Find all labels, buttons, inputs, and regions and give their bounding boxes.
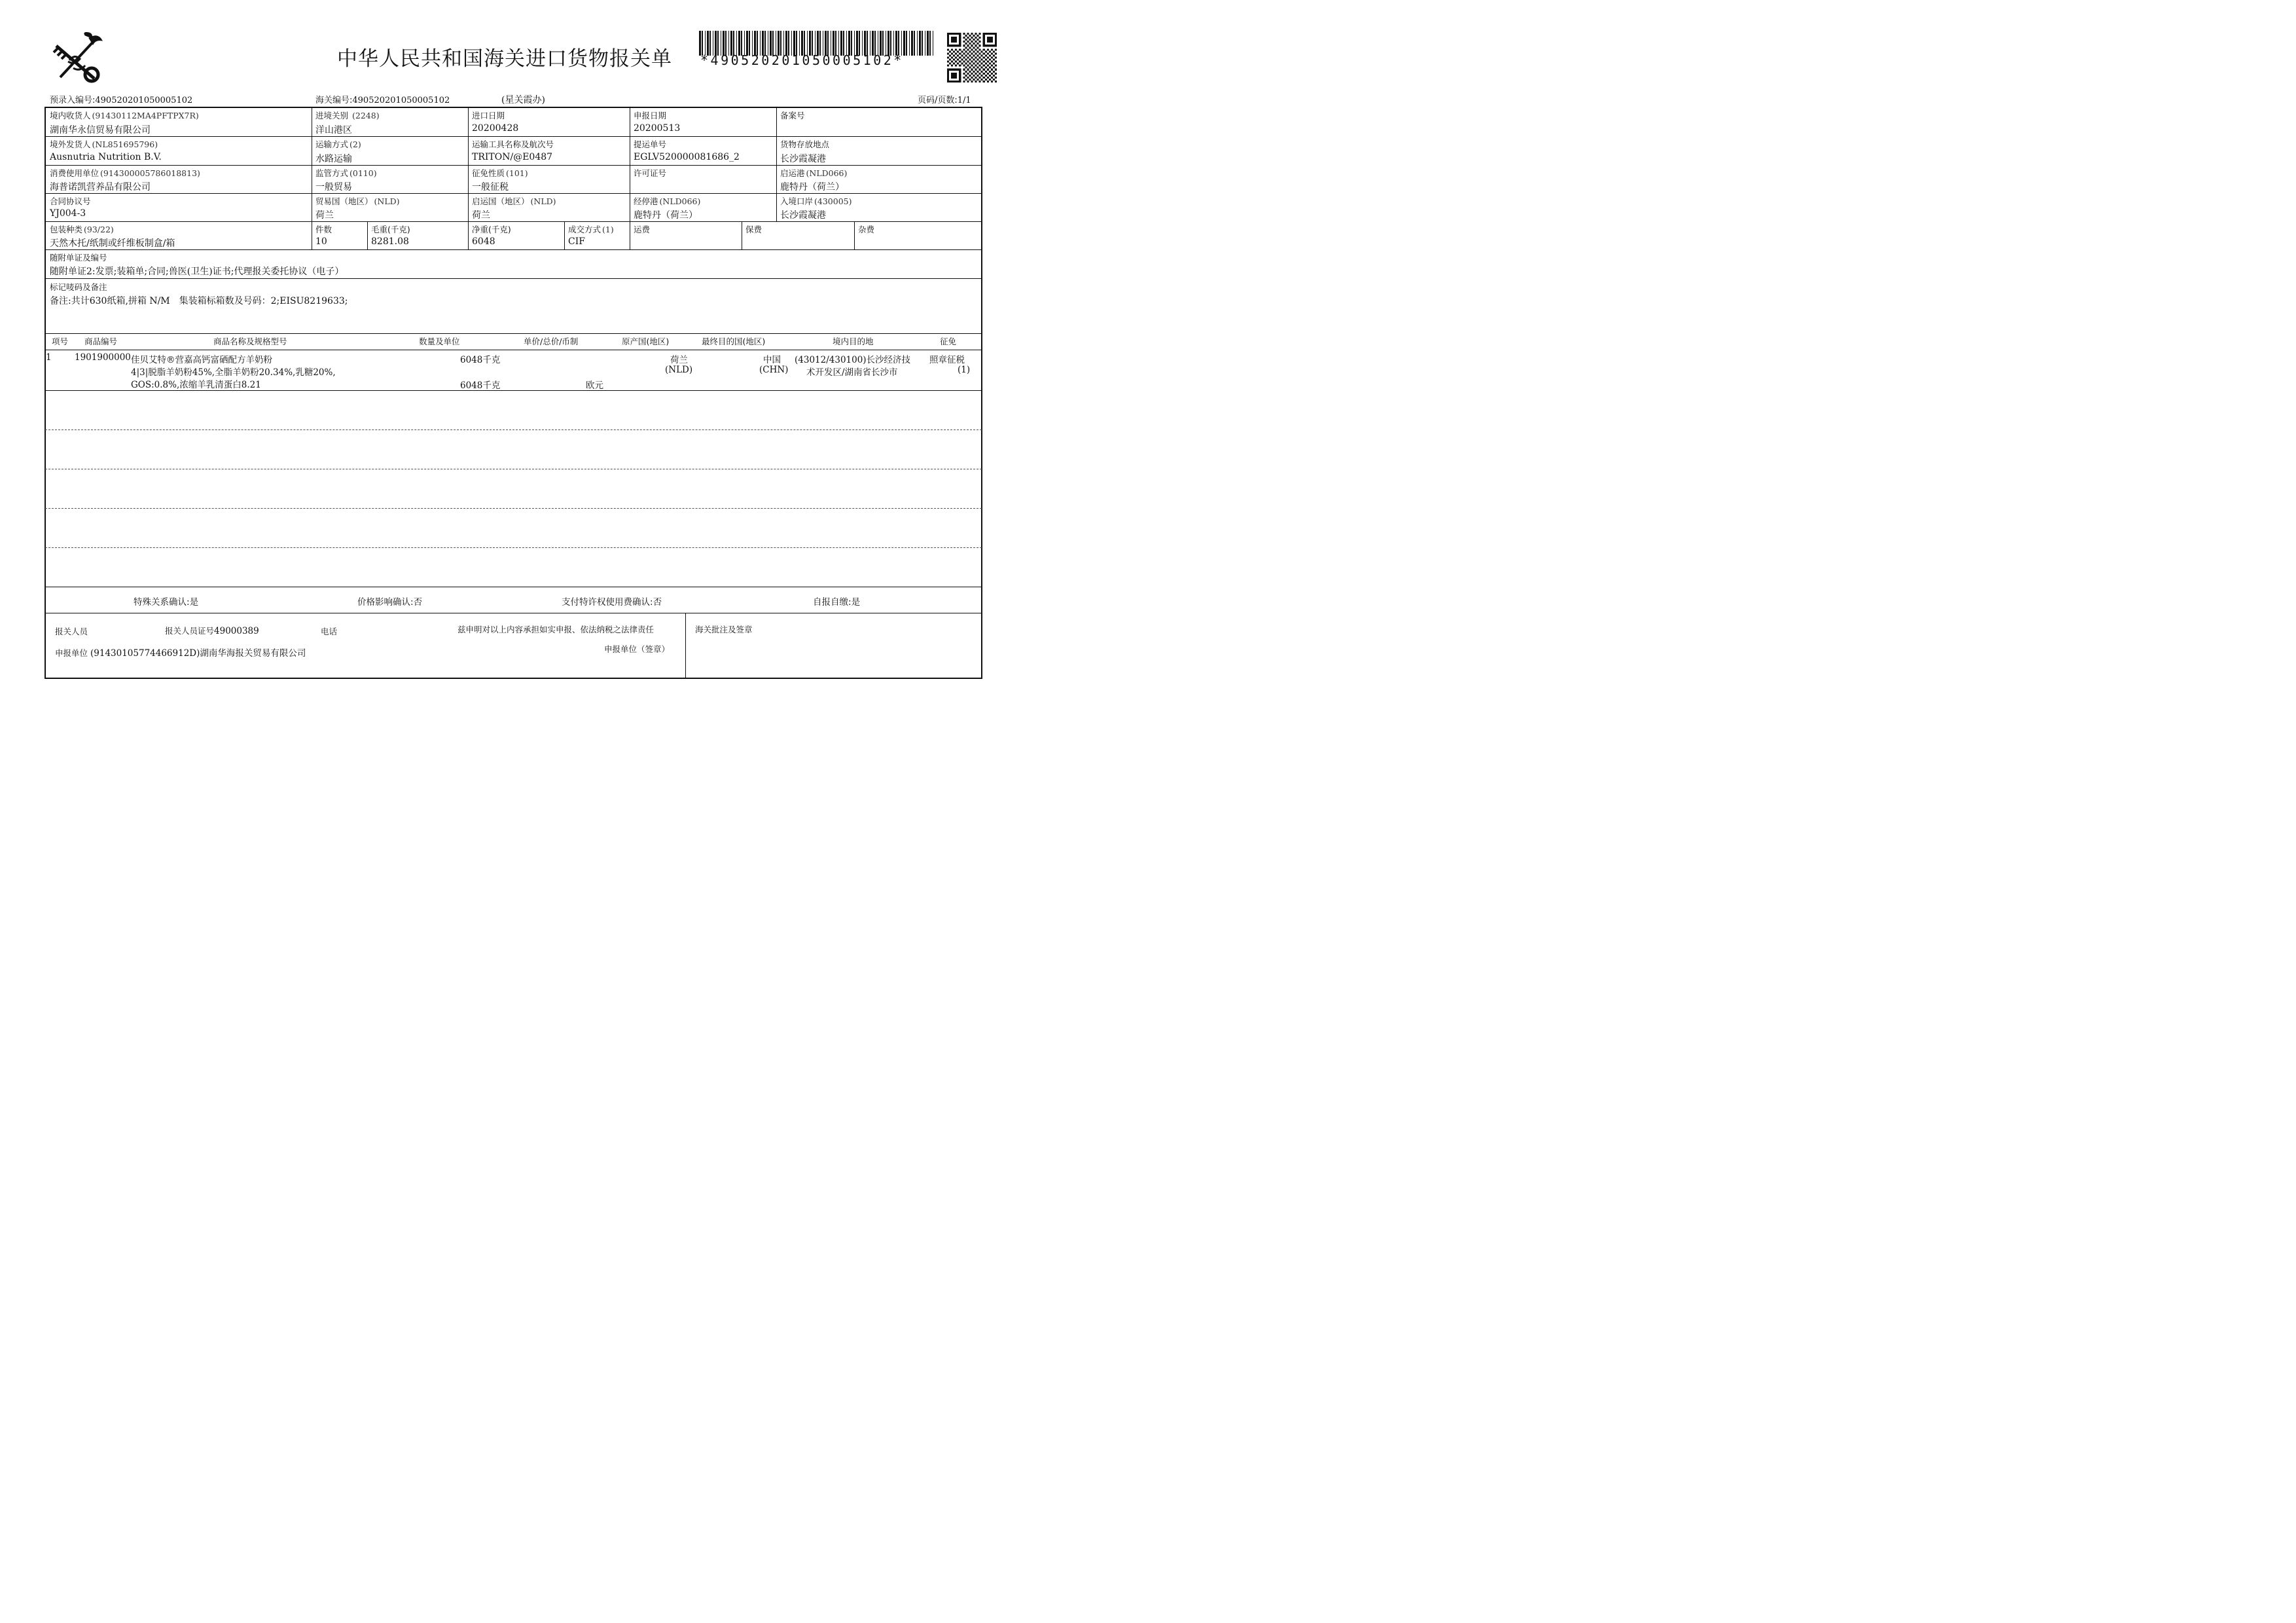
item-levy-1: 照章征税 xyxy=(929,355,965,365)
record-no-label: 备案号 xyxy=(780,111,805,120)
price-influence-confirm: 价格影响确认:否 xyxy=(357,597,423,608)
document-title: 中华人民共和国海关进口货物报关单 xyxy=(337,47,672,71)
col-product-name: 商品名称及规格型号 xyxy=(213,337,287,346)
declarant-cert-value: 49000389 xyxy=(214,626,259,636)
supervision-label: 监管方式 (0110) xyxy=(315,168,377,178)
misc-fee-label: 杂费 xyxy=(858,225,875,234)
import-port-label: 进境关别 (2248) xyxy=(315,111,380,120)
storage-label: 货物存放地点 xyxy=(780,139,830,149)
gross-weight-label: 毛重(千克) xyxy=(371,225,410,234)
deal-mode-value: CIF xyxy=(568,236,585,247)
consumer-value: 海普诺凯营养品有限公司 xyxy=(50,182,151,192)
departure-port-value: 鹿特丹（荷兰） xyxy=(780,182,844,192)
legal-statement: 兹申明对以上内容承担如实申报、依法纳税之法律责任 xyxy=(457,625,655,634)
item-currency: 欧元 xyxy=(586,380,603,391)
documents-value: 随附单证2:发票;装箱单;合同;兽医(卫生)证书;代理报关委托协议（电子） xyxy=(50,266,344,277)
levy-value: 一般征税 xyxy=(472,182,509,192)
declarant-cert: 报关人员证号49000389 xyxy=(165,626,259,636)
marks-label: 标记唛码及备注 xyxy=(50,282,107,292)
departure-port-label: 启运港 (NLD066) xyxy=(780,168,848,178)
customs-emblem-icon xyxy=(48,31,103,86)
storage-value: 长沙霞凝港 xyxy=(780,154,826,164)
customs-number: 海关编号:490520201050005102 xyxy=(315,96,450,105)
bill-no-value: EGLV520000081686_2 xyxy=(634,152,740,162)
transit-port-label: 经停港 (NLD066) xyxy=(634,196,701,206)
item-origin: 荷兰 xyxy=(670,355,688,365)
transport-mode-label: 运输方式 (2) xyxy=(315,139,361,149)
customs-office: (星关霞办) xyxy=(501,95,545,105)
freight-label: 运费 xyxy=(634,225,651,234)
item-hs-code: 1901900000 xyxy=(75,352,131,363)
vessel-label: 运输工具名称及航次号 xyxy=(472,139,554,149)
trade-country-value: 荷兰 xyxy=(315,210,334,221)
marks-value: 备注:共计630纸箱,拼箱 N/M 集装箱标箱数及号码：2;EISU8219633; xyxy=(50,296,348,306)
declare-date-label: 申报日期 xyxy=(634,111,667,120)
consumer-label: 消费使用单位 (914300005786018813) xyxy=(50,168,200,178)
col-quantity: 数量及单位 xyxy=(419,337,460,346)
import-date-value: 20200428 xyxy=(472,123,519,134)
package-label: 包装种类 (93/22) xyxy=(50,225,114,234)
item-levy-2: (1) xyxy=(958,365,971,375)
origin-country-label: 启运国（地区） (NLD) xyxy=(472,196,556,206)
item-dest-country: 中国 xyxy=(763,355,781,365)
barcode-text: *490520201050005102* xyxy=(700,52,904,68)
consignee-label: 境内收货人 (91430112MA4PFTPX7R) xyxy=(50,111,199,120)
item-spec-line-1: 4|3|脱脂羊奶粉45%,全脂羊奶粉20.34%,乳糖20%, xyxy=(131,367,336,378)
transport-mode-value: 水路运输 xyxy=(315,154,352,164)
item-dest-domestic-1: (43012/430100)长沙经济技 xyxy=(795,355,911,365)
col-dest-domestic: 境内目的地 xyxy=(833,337,874,346)
customs-sign-label: 海关批注及签章 xyxy=(695,625,753,634)
royalty-confirm: 支付特许权使用费确认:否 xyxy=(562,597,662,608)
deal-mode-label: 成交方式 (1) xyxy=(568,225,614,234)
consignor-value: Ausnutria Nutrition B.V. xyxy=(50,152,162,162)
phone-label: 电话 xyxy=(321,627,338,636)
vessel-value: TRITON/@E0487 xyxy=(472,152,553,162)
insurance-label: 保费 xyxy=(745,225,762,234)
preentry-number-value: 490520201050005102 xyxy=(95,96,193,105)
contract-label: 合同协议号 xyxy=(50,196,91,206)
item-quantity-2: 6048千克 xyxy=(460,380,501,391)
contract-value: YJ004-3 xyxy=(50,208,86,219)
col-item-no: 项号 xyxy=(52,337,69,346)
bill-no-label: 提运单号 xyxy=(634,139,667,149)
levy-label: 征免性质 (101) xyxy=(472,168,528,178)
net-weight-label: 净重(千克) xyxy=(472,225,511,234)
supervision-value: 一般贸易 xyxy=(315,182,352,192)
license-label: 许可证号 xyxy=(634,168,667,178)
unit-seal-label: 申报单位（签章） xyxy=(604,644,670,654)
col-price: 单价/总价/币制 xyxy=(524,337,579,346)
col-dest-country: 最终目的国(地区) xyxy=(702,337,766,346)
consignor-label: 境外发货人 (NL851695796) xyxy=(50,139,158,149)
col-origin: 原产国(地区) xyxy=(622,337,670,346)
item-spec-line-2: GOS:0.8%,浓缩羊乳清蛋白8.21 xyxy=(131,380,261,390)
page-value: 1/1 xyxy=(957,96,971,105)
special-relation-confirm: 特殊关系确认:是 xyxy=(134,597,199,608)
documents-label: 随附单证及编号 xyxy=(50,253,107,263)
trade-country-label: 贸易国（地区） (NLD) xyxy=(315,196,400,206)
entry-port-label: 入境口岸 (430005) xyxy=(780,196,852,206)
page-indicator: 页码/页数:1/1 xyxy=(918,96,971,105)
item-origin-code: (NLD) xyxy=(665,365,693,375)
item-quantity-1: 6048千克 xyxy=(460,355,501,365)
self-pay-confirm: 自报自缴:是 xyxy=(813,597,861,608)
customs-number-value: 490520201050005102 xyxy=(352,96,450,105)
pieces-value: 10 xyxy=(315,236,327,247)
declaring-unit: 申报单位 (91430105774466912D)湖南华海报关贸易有限公司 xyxy=(55,648,306,659)
gross-weight-value: 8281.08 xyxy=(371,236,409,247)
declarant-label: 报关人员 xyxy=(55,627,88,636)
import-date-label: 进口日期 xyxy=(472,111,505,120)
consignee-value: 湖南华永信贸易有限公司 xyxy=(50,125,151,136)
item-no: 1 xyxy=(46,352,52,363)
col-hs-code: 商品编号 xyxy=(84,337,118,346)
item-name: 佳贝艾特®营嘉高钙富硒配方羊奶粉 xyxy=(131,355,272,365)
declaring-unit-value: (91430105774466912D)湖南华海报关贸易有限公司 xyxy=(90,648,306,659)
entry-port-value: 长沙霞凝港 xyxy=(780,210,826,221)
item-dest-country-code: (CHN) xyxy=(759,365,789,375)
net-weight-value: 6048 xyxy=(472,236,495,247)
preentry-number: 预录入编号:490520201050005102 xyxy=(50,96,193,105)
origin-country-value: 荷兰 xyxy=(472,210,490,221)
pieces-label: 件数 xyxy=(315,225,332,234)
declare-date-value: 20200513 xyxy=(634,123,681,134)
import-port-value: 洋山港区 xyxy=(315,125,352,136)
qr-code-icon xyxy=(947,33,997,82)
item-dest-domestic-2: 术开发区/湖南省长沙市 xyxy=(806,367,898,378)
transit-port-value: 鹿特丹（荷兰） xyxy=(634,210,698,221)
col-levy: 征免 xyxy=(940,337,957,346)
package-value: 天然木托/纸制或纤维板制盒/箱 xyxy=(50,238,175,249)
